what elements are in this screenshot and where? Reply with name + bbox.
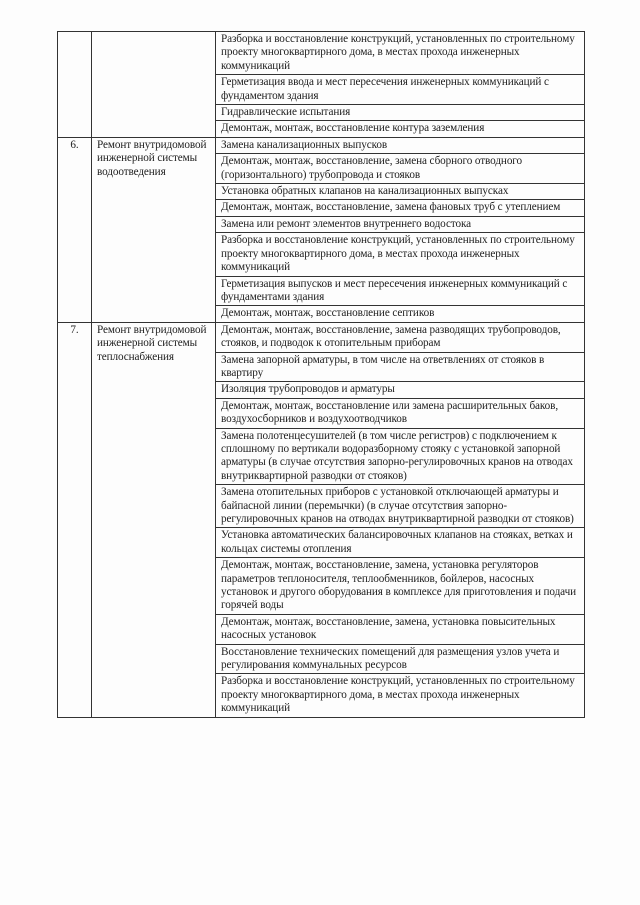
table-row — [58, 322, 585, 352]
system-name: Ремонт внутридомовой инженерной системы теплоснабжения — [92, 322, 216, 717]
work-item: Демонтаж, монтаж, восстановление, замена разводящих трубопроводов, стояков, и подводок к отопительным приборам — [216, 322, 585, 352]
work-item: Замена запорной арматуры, в том числе на ответвлениях от стояков в квартиру — [216, 352, 585, 382]
work-item: Замена или ремонт элементов внутреннего водостока — [216, 216, 585, 232]
work-item: Изоляция трубопроводов и арматуры — [216, 382, 585, 398]
work-item: Замена отопительных приборов с установкой отключающей арматуры и байпасной линии (перемычки) (в случае отсутствия запорно-регулировочных кранов на отводах внутриквартирной разводки от стояков) — [216, 485, 585, 528]
section-number: 7. — [58, 322, 92, 717]
work-item: Демонтаж, монтаж, восстановление септиков — [216, 306, 585, 322]
table-row — [58, 137, 585, 153]
work-item: Установка автоматических балансировочных клапанов на стояках, ветках и кольцах системы отопления — [216, 528, 585, 558]
work-item: Демонтаж, монтаж, восстановление, замена сборного отводного (горизонтального) трубопровода и стояков — [216, 154, 585, 184]
work-item: Демонтаж, монтаж, восстановление или замена расширительных баков, воздухосборников и воздухоотводчиков — [216, 398, 585, 428]
works-table-body — [58, 32, 585, 718]
work-item: Замена полотенцесушителей (в том числе регистров) с подключением к сплошному по вертикали водоразборному стояку с установкой запорной арматуры (в случае отсутствия запорно-регулировочных кранов на отводах внутриквартирной разводки от стояков) — [216, 428, 585, 485]
work-item: Разборка и восстановление конструкций, установленных по строительному проекту многоквартирного дома, в местах прохода инженерных коммуникаций — [216, 674, 585, 717]
work-item: Демонтаж, монтаж, восстановление контура заземления — [216, 121, 585, 137]
work-item: Разборка и восстановление конструкций, установленных по строительному проекту многоквартирного дома, в местах прохода инженерных коммуникаций — [216, 233, 585, 276]
table-row — [58, 32, 585, 75]
work-item: Установка обратных клапанов на канализационных выпусках — [216, 184, 585, 200]
works-table — [57, 31, 585, 718]
work-item: Герметизация выпусков и мест пересечения инженерных коммуникаций с фундаментами здания — [216, 276, 585, 306]
work-item: Герметизация ввода и мест пересечения инженерных коммуникаций с фундаментом здания — [216, 75, 585, 105]
work-item: Восстановление технических помещений для размещения узлов учета и регулирования коммунальных ресурсов — [216, 644, 585, 674]
section-number: 6. — [58, 137, 92, 322]
work-item: Демонтаж, монтаж, восстановление, замена, установка повысительных насосных установок — [216, 614, 585, 644]
work-item: Гидравлические испытания — [216, 105, 585, 121]
section-number — [58, 32, 92, 138]
work-item: Замена канализационных выпусков — [216, 137, 585, 153]
work-item: Демонтаж, монтаж, восстановление, замена, установка регуляторов параметров теплоносителя, теплообменников, бойлеров, насосных установок и другого оборудования в комплексе для приготовления и подачи горячей воды — [216, 558, 585, 615]
system-name: Ремонт внутридомовой инженерной системы водоотведения — [92, 137, 216, 322]
work-item: Демонтаж, монтаж, восстановление, замена фановых труб с утеплением — [216, 200, 585, 216]
work-item: Разборка и восстановление конструкций, установленных по строительному проекту многоквартирного дома, в местах прохода инженерных коммуникаций — [216, 32, 585, 75]
system-name — [92, 32, 216, 138]
